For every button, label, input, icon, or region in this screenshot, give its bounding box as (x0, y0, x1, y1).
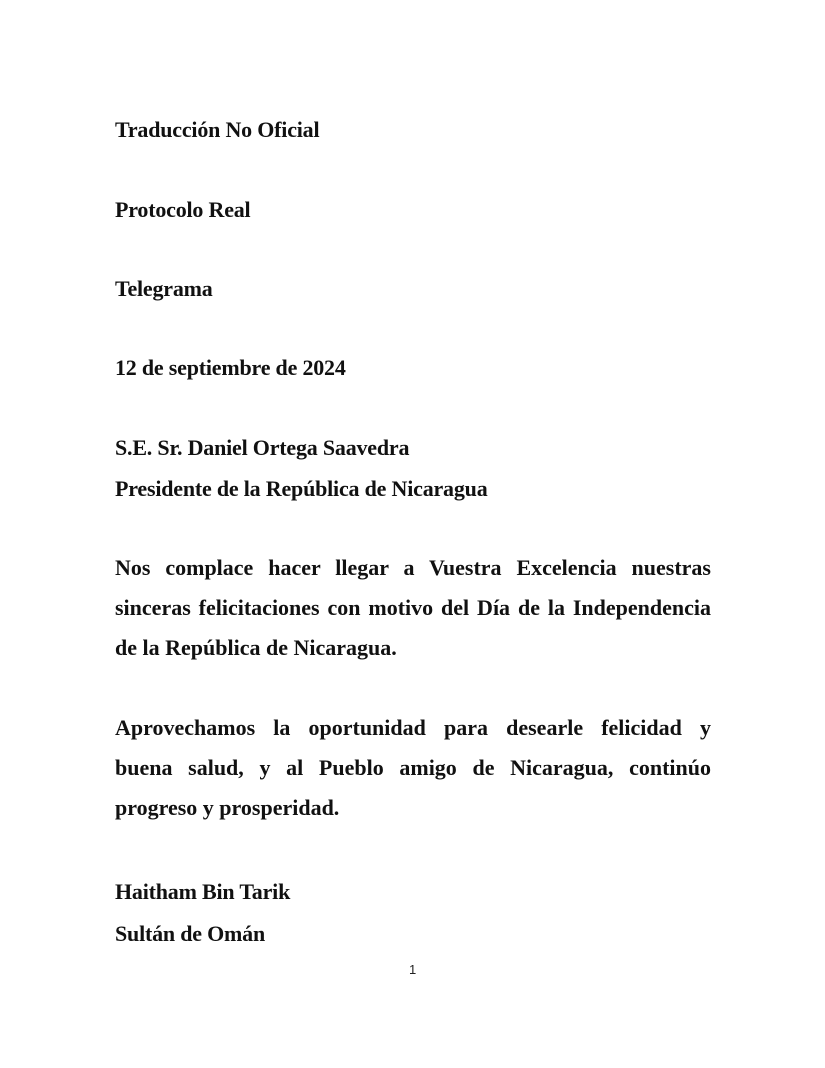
document-type: Telegrama (115, 276, 213, 301)
paragraph-line: sinceras felicitaciones con motivo del Día de la Independencia (115, 595, 711, 620)
paragraph-line: Nos complace hacer llegar a Vuestra Excelencia nuestras (115, 555, 711, 580)
signatory-title: Sultán de Omán (115, 921, 266, 946)
signatory-name: Haitham Bin Tarik (115, 879, 291, 904)
translation-note: Traducción No Oficial (115, 117, 320, 142)
recipient-title: Presidente de la República de Nicaragua (115, 476, 488, 501)
document-date: 12 de septiembre de 2024 (115, 355, 346, 380)
page-number: 1 (409, 962, 417, 977)
office-heading: Protocolo Real (115, 197, 251, 222)
paragraph-line: buena salud, y al Pueblo amigo de Nicaragua, continúo (115, 755, 711, 780)
recipient-name: S.E. Sr. Daniel Ortega Saavedra (115, 435, 410, 460)
body-paragraph-1 (115, 548, 711, 668)
paragraph-line: Aprovechamos la oportunidad para desearle felicidad y (115, 715, 711, 740)
paragraph-line: de la República de Nicaragua. (115, 635, 397, 660)
paragraph-line: progreso y prosperidad. (115, 795, 340, 820)
body-paragraph-2 (115, 708, 711, 828)
